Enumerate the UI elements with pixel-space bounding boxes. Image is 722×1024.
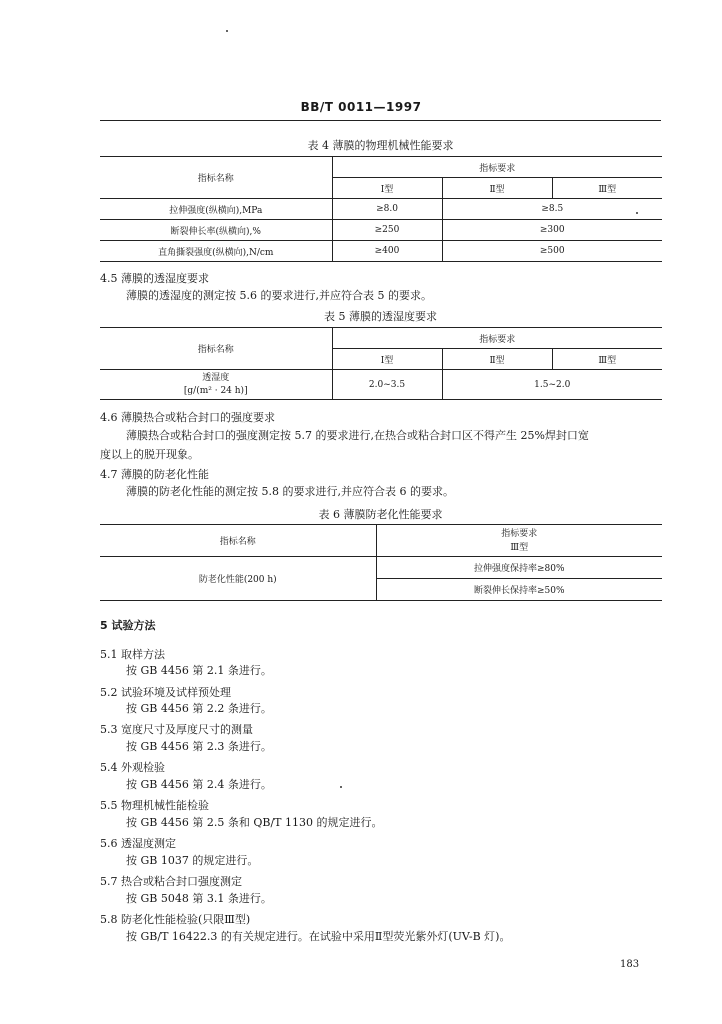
table5-type-1: Ⅰ型 <box>332 349 442 370</box>
table4-row-v23: ≥8.5 <box>442 199 662 220</box>
table4-type-2: Ⅱ型 <box>442 178 552 199</box>
table4-caption: 表 4 薄膜的物理机械性能要求 <box>307 139 454 152</box>
table5-row-name <box>100 370 332 400</box>
table6-req-1: 拉伸强度保持率≥80% <box>376 557 662 579</box>
table4-row-name: 直角撕裂强度(纵横向),N/cm <box>100 241 332 262</box>
sec47-heading: 4.7 薄膜的防老化性能 <box>100 468 209 481</box>
table5-row-v1: 2.0~3.5 <box>332 370 442 400</box>
table4-header-name: 指标名称 <box>100 157 332 199</box>
table4-type-1: Ⅰ型 <box>332 178 442 199</box>
sec5-item-body: 按 GB 4456 第 2.5 条和 QB/T 1130 的规定进行。 <box>126 816 383 829</box>
table6 <box>100 524 662 601</box>
page-number: 183 <box>620 959 640 970</box>
sec5-item-title: 5.5 物理机械性能检验 <box>100 799 209 812</box>
sec5-item-title: 5.1 取样方法 <box>100 648 165 661</box>
table5-caption: 表 5 薄膜的透湿度要求 <box>324 310 437 323</box>
sec5-item-title: 5.4 外观检验 <box>100 761 165 774</box>
table6-header-name: 指标名称 <box>100 525 376 557</box>
table5-header-name: 指标名称 <box>100 328 332 370</box>
sec46-body-line1: 薄膜热合或粘合封口的强度测定按 5.7 的要求进行,在热合或粘合封口区不得产生 25%焊封口宽 <box>126 429 589 442</box>
sec5-item-title: 5.3 宽度尺寸及厚度尺寸的测量 <box>100 723 253 736</box>
table5 <box>100 327 662 400</box>
table6-header-req <box>376 525 662 557</box>
table5-type-2: Ⅱ型 <box>442 349 552 370</box>
doc-number-header: BB/T 0011—1997 <box>300 100 422 114</box>
table6-row-name: 防老化性能(200 h) <box>100 557 376 601</box>
table4-header-req: 指标要求 <box>332 157 662 178</box>
table4-row-v1: ≥250 <box>332 220 442 241</box>
scan-speck <box>226 30 228 32</box>
table6-header-type: Ⅲ型 <box>510 542 529 553</box>
sec46-heading: 4.6 薄膜热合或粘合封口的强度要求 <box>100 411 275 424</box>
table4-row-v23: ≥300 <box>442 220 662 241</box>
sec5-item-body: 按 GB/T 16422.3 的有关规定进行。在试验中采用Ⅱ型荧光紫外灯(UV-B 灯)。 <box>126 930 511 943</box>
table5-row-name-line2: [g/(m² · 24 h)] <box>183 385 248 396</box>
sec5-item-body: 按 GB 4456 第 2.2 条进行。 <box>126 702 272 715</box>
header-rule <box>100 120 661 121</box>
table4-row-v1: ≥400 <box>332 241 442 262</box>
sec5-item-title: 5.2 试验环境及试样预处理 <box>100 686 231 699</box>
table4-row-v23: ≥500 <box>442 241 662 262</box>
sec47-body: 薄膜的防老化性能的测定按 5.8 的要求进行,并应符合表 6 的要求。 <box>126 485 454 498</box>
sec5-item-title: 5.7 热合或粘合封口强度测定 <box>100 875 242 888</box>
table5-row-name-line1: 透湿度 <box>202 372 230 383</box>
table4-row-name: 断裂伸长率(纵横向),% <box>100 220 332 241</box>
sec5-item-body: 按 GB 4456 第 2.4 条进行。 <box>126 778 272 791</box>
sec45-body: 薄膜的透湿度的测定按 5.6 的要求进行,并应符合表 5 的要求。 <box>126 289 432 302</box>
scan-speck <box>340 786 342 788</box>
sec5-item-title: 5.8 防老化性能检验(只限Ⅲ型) <box>100 913 251 926</box>
table4-row-name: 拉伸强度(纵横向),MPa <box>100 199 332 220</box>
sec5-item-body: 按 GB 5048 第 3.1 条进行。 <box>126 892 272 905</box>
table6-req-2: 断裂伸长保持率≥50% <box>376 579 662 601</box>
sec5-item-body: 按 GB 4456 第 2.3 条进行。 <box>126 740 272 753</box>
table4-row-v1: ≥8.0 <box>332 199 442 220</box>
table4 <box>100 156 662 262</box>
table4-type-3: Ⅲ型 <box>552 178 662 199</box>
sec5-item-title: 5.6 透湿度测定 <box>100 837 176 850</box>
table6-caption: 表 6 薄膜防老化性能要求 <box>318 508 443 521</box>
table5-row-v23: 1.5~2.0 <box>442 370 662 400</box>
sec45-heading: 4.5 薄膜的透湿度要求 <box>100 272 209 285</box>
sec5-item-body: 按 GB 4456 第 2.1 条进行。 <box>126 664 272 677</box>
sec46-body-line2: 度以上的脱开现象。 <box>100 448 199 461</box>
table5-type-3: Ⅲ型 <box>552 349 662 370</box>
sec5-heading: 5 试验方法 <box>100 619 156 632</box>
sec5-item-body: 按 GB 1037 的规定进行。 <box>126 854 259 867</box>
table5-header-req: 指标要求 <box>332 328 662 349</box>
table6-header-req-label: 指标要求 <box>501 528 538 539</box>
